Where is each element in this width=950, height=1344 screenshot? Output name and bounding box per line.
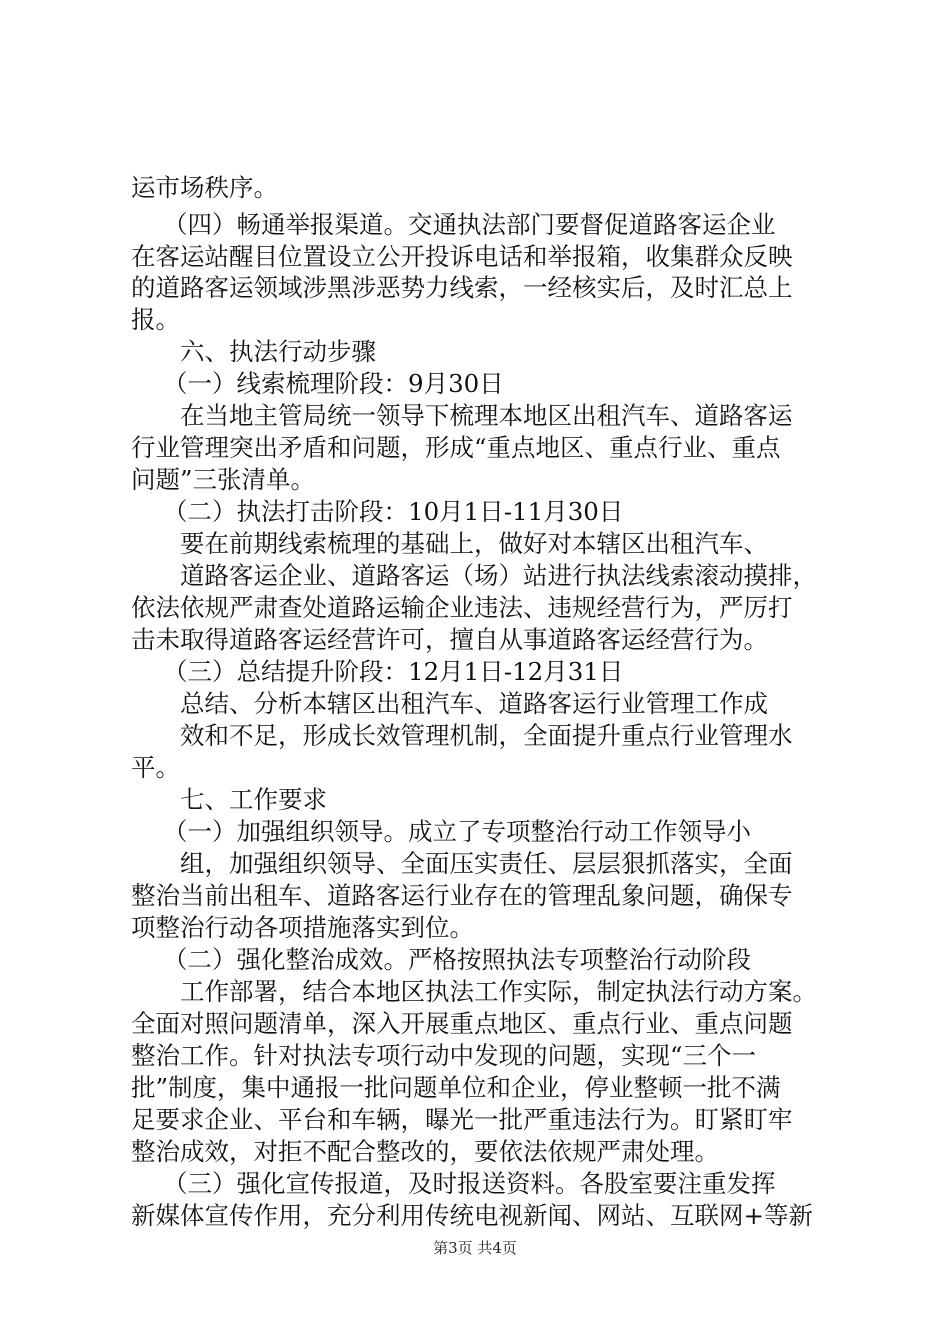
body-text-line: 整治当前出租车、道路客运行业存在的管理乱象问题，确保专 [131, 881, 793, 910]
requirement-heading-2: （二）强化整治成效。严格按照执法专项整治行动阶段 [163, 945, 751, 974]
body-text-line: 整治工作。针对执法专项行动中发现的问题，实现“三个一 [131, 1041, 757, 1070]
body-text-line: 效和不足，形成长效管理机制，全面提升重点行业管理水 [180, 721, 793, 750]
body-text-line: 平。 [131, 753, 180, 782]
body-text-line: 在客运站醒目位置设立公开投诉电话和举报箱，收集群众反映 [131, 242, 793, 271]
body-text-line: 工作部署，结合本地区执法工作实际，制定执法行动方案。 [180, 977, 817, 1006]
section-heading-6: 六、执法行动步骤 [180, 337, 376, 366]
subsection-heading-3: （三）总结提升阶段：12月1日-12月31日 [163, 657, 624, 686]
subsection-heading-2: （二）执法打击阶段：10月1日-11月30日 [163, 497, 624, 526]
body-text-line: 道路客运企业、道路客运（场）站进行执法线索滚动摸排， [180, 561, 817, 590]
body-text-line: 运市场秩序。 [131, 173, 278, 202]
body-text-line: 要在前期线索梳理的基础上，做好对本辖区出租汽车、 [180, 529, 768, 558]
body-text-line: 总结、分析本辖区出租汽车、道路客运行业管理工作成 [180, 689, 768, 718]
body-text-line: 行业管理突出矛盾和问题，形成“重点地区、重点行业、重点 [131, 433, 781, 462]
body-text-line: 报。 [131, 305, 180, 334]
body-text-line: 新媒体宣传作用，充分利用传统电视新闻、网站、互联网+等新 [131, 1201, 814, 1230]
page-footer: 第3页 共4页 [433, 1239, 517, 1257]
requirement-heading-1: （一）加强组织领导。成立了专项整治行动工作领导小 [163, 817, 751, 846]
body-text-line: 击未取得道路客运经营许可，擅自从事道路客运经营行为。 [131, 625, 768, 654]
body-text-line: 足要求企业、平台和车辆，曝光一批严重违法行为。盯紧盯牢 [131, 1105, 793, 1134]
paragraph-heading-4: （四）畅通举报渠道。交通执法部门要督促道路客运企业 [163, 210, 776, 239]
body-text-line: 批”制度，集中通报一批问题单位和企业，停业整顿一批不满 [131, 1073, 781, 1102]
subsection-heading-1: （一）线索梳理阶段：9月30日 [163, 369, 504, 398]
body-text-line: 在当地主管局统一领导下梳理本地区出租汽车、道路客运 [180, 401, 793, 430]
body-text-line: 组，加强组织领导、全面压实责任、层层狠抓落实，全面 [180, 849, 793, 878]
body-text-line: 整治成效，对拒不配合整改的，要依法依规严肃处理。 [131, 1137, 719, 1166]
body-text-line: 项整治行动各项措施落实到位。 [131, 913, 474, 942]
body-text-line: 依法依规严肃查处道路运输企业违法、违规经营行为，严厉打 [131, 593, 793, 622]
body-text-line: 问题”三张清单。 [131, 465, 316, 494]
section-heading-7: 七、工作要求 [180, 785, 327, 814]
requirement-heading-3: （三）强化宣传报道，及时报送资料。各股室要注重发挥 [163, 1169, 776, 1198]
body-text-line: 的道路客运领域涉黑涉恶势力线索，一经核实后，及时汇总上 [131, 273, 793, 302]
body-text-line: 全面对照问题清单，深入开展重点地区、重点行业、重点问题 [131, 1009, 793, 1038]
